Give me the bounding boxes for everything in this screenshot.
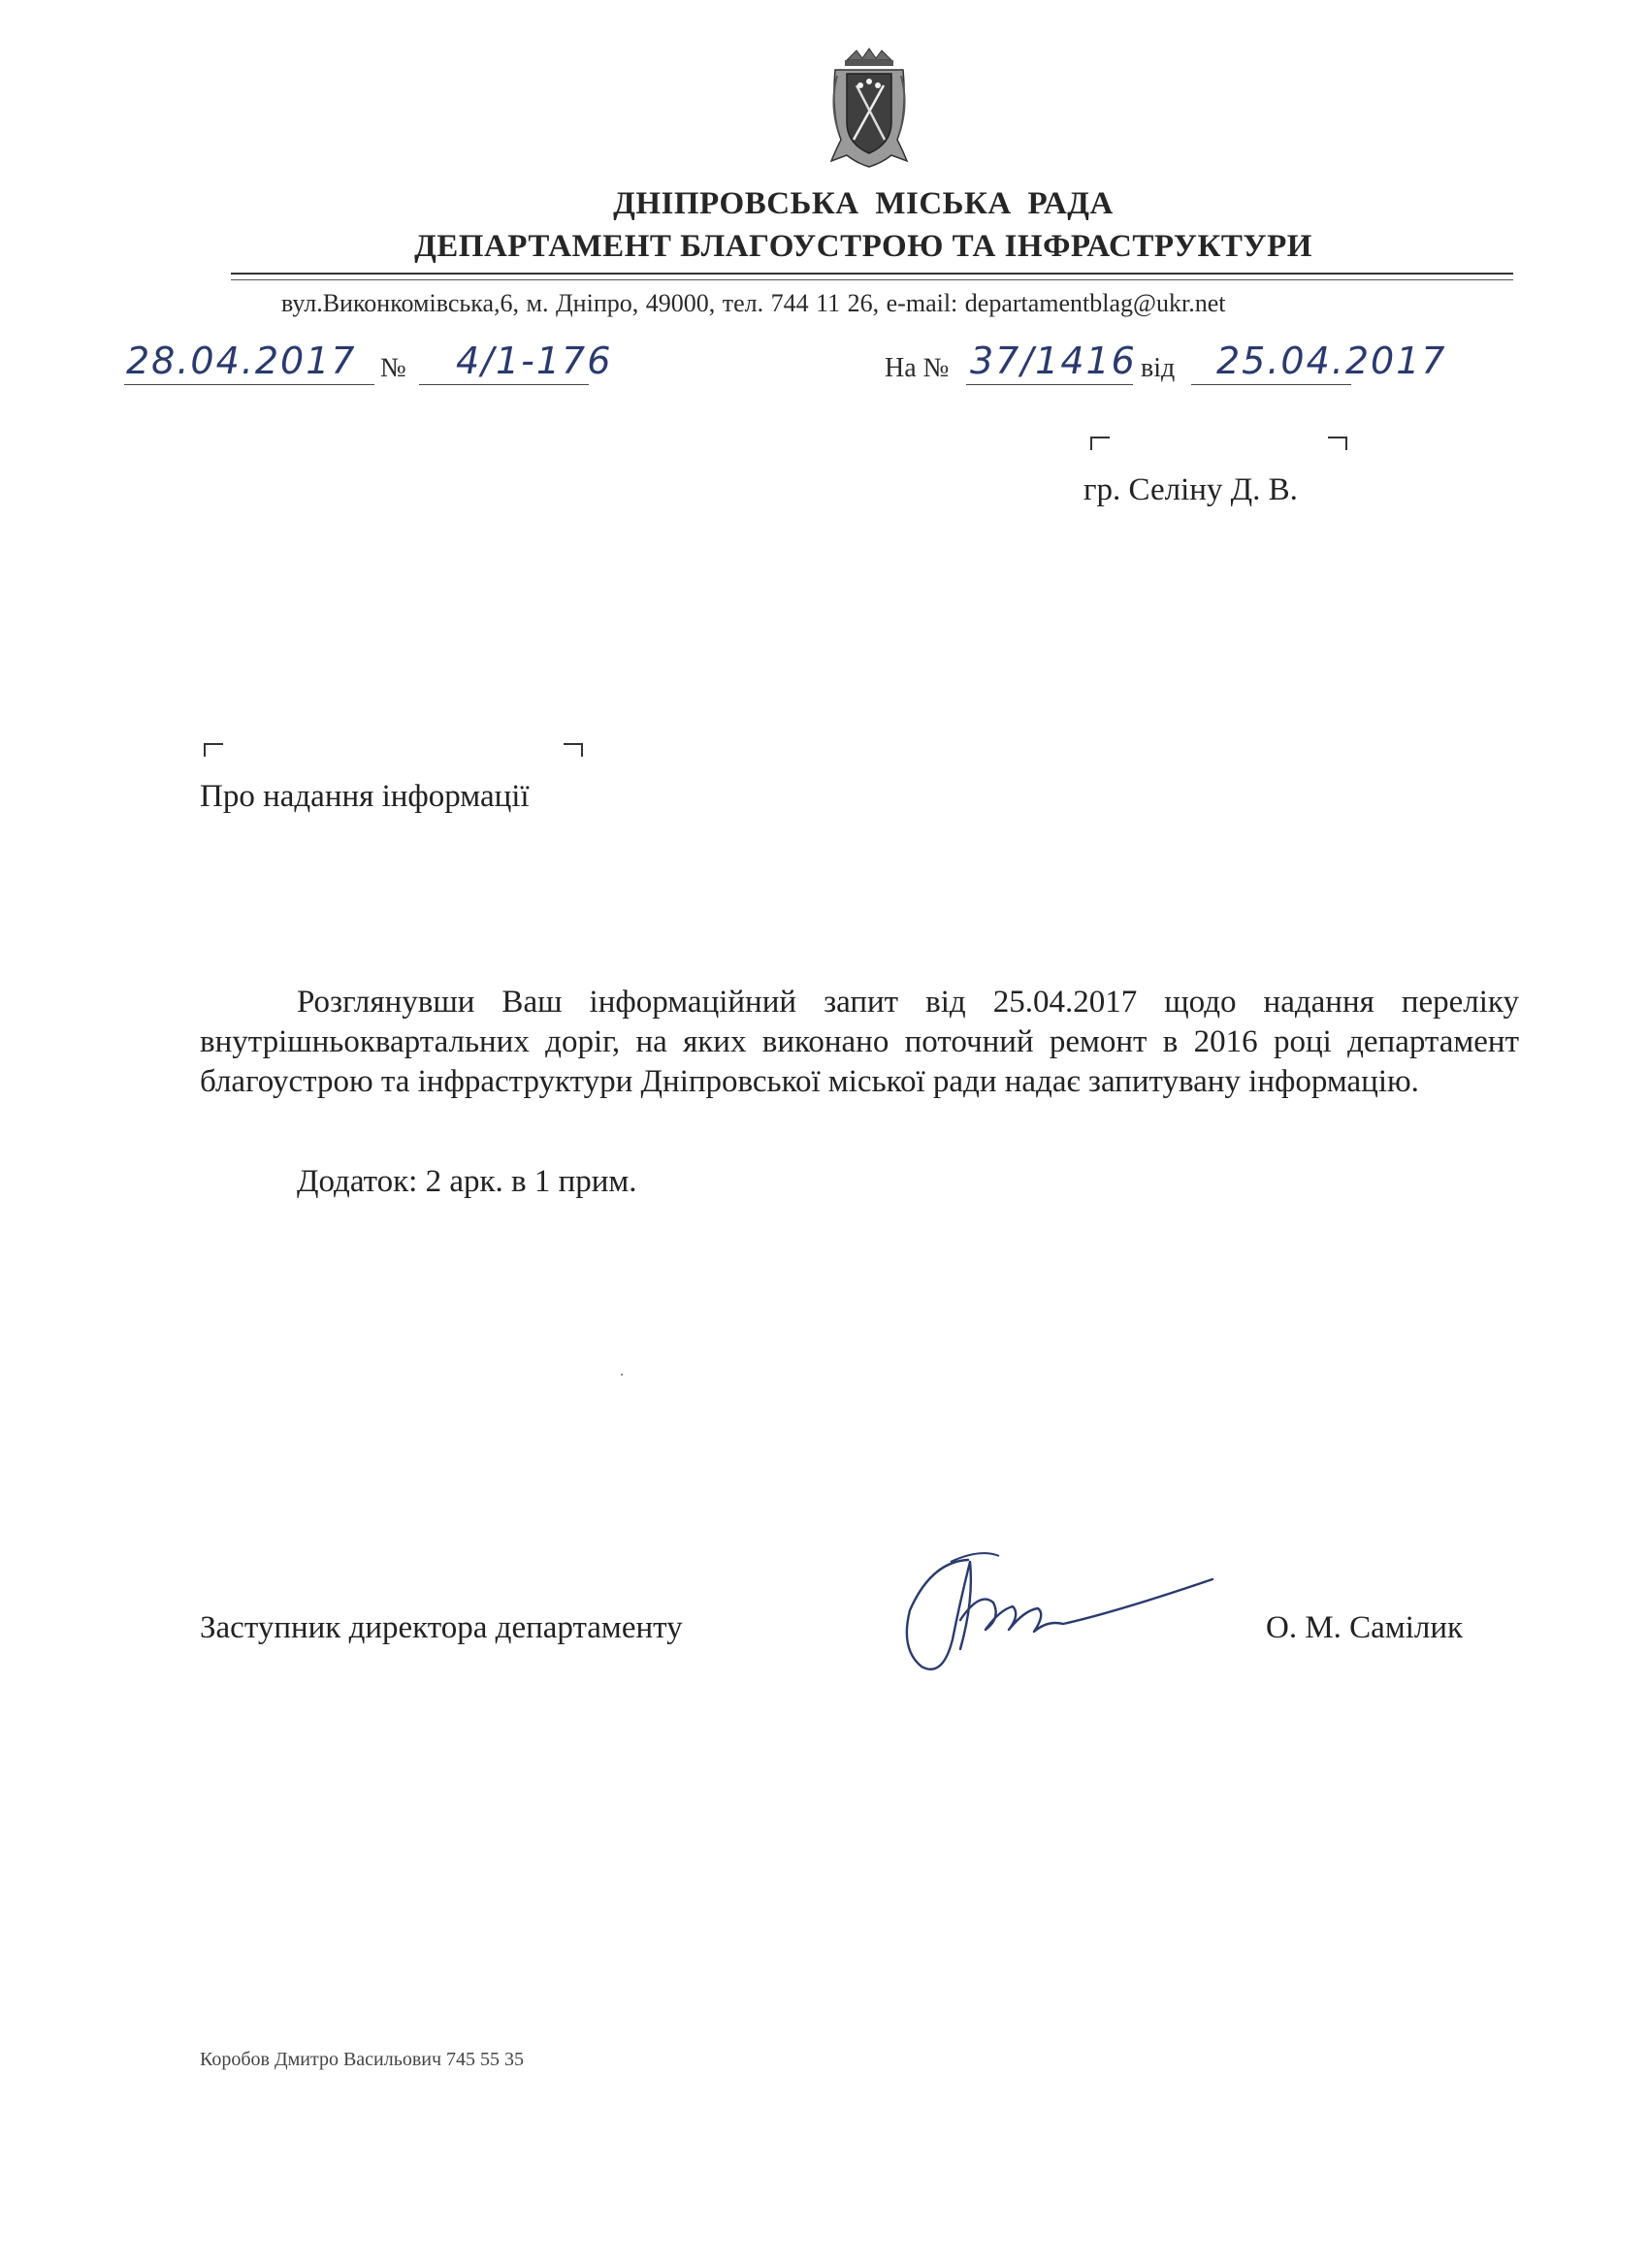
reply-number-label: На № bbox=[885, 353, 950, 383]
body-paragraph: Розглянувши Ваш інформаційний запит від 25.04.2017 щодо надання переліку внутрішньоквартальних доріг, на яких виконано поточний ремонт в 2016 році департамент благоустрою та інфраструктури Дніпровської міської ради надає запитувану інформацію. bbox=[200, 985, 1519, 1099]
subject-corner-right bbox=[564, 743, 583, 757]
reply-date-underline bbox=[1191, 384, 1351, 385]
department-name: ДЕПАРТАМЕНТ БЛАГОУСТРОЮ ТА ІНФРАСТРУКТУРИ bbox=[414, 229, 1312, 264]
org-name: ДНІПРОВСЬКА МІСЬКА РАДА bbox=[613, 186, 1114, 221]
header-divider-thin bbox=[231, 279, 1513, 280]
attachment-note: Додаток: 2 арк. в 1 прим. bbox=[297, 1164, 637, 1199]
executor-contact: Коробов Дмитро Васильович 745 55 35 bbox=[200, 2049, 525, 2070]
outgoing-date: 28.04.2017 bbox=[126, 340, 357, 382]
reply-date: 25.04.2017 bbox=[1216, 340, 1447, 382]
recipient: гр. Селіну Д. В. bbox=[1083, 472, 1298, 507]
reply-number-underline bbox=[966, 384, 1133, 385]
header-divider bbox=[231, 273, 1513, 275]
coat-of-arms-icon bbox=[827, 47, 911, 169]
number-label: № bbox=[380, 353, 406, 383]
signer-position: Заступник директора департаменту bbox=[200, 1610, 683, 1645]
reply-from-label: від bbox=[1141, 353, 1176, 383]
reply-number: 37/1416 bbox=[970, 340, 1137, 382]
org-address: вул.Виконкомівська,6, м. Дніпро, 49000, тел. 744 11 26, e-mail: departamentblag@ukr.net bbox=[281, 289, 1226, 317]
outgoing-number-underline bbox=[419, 384, 589, 385]
outgoing-date-underline bbox=[124, 384, 374, 385]
recipient-corner-right bbox=[1328, 437, 1347, 450]
subject: Про надання інформації bbox=[200, 779, 530, 814]
scan-speck bbox=[621, 1374, 623, 1376]
signer-name: О. М. Самілик bbox=[1266, 1610, 1464, 1645]
recipient-corner-left bbox=[1090, 437, 1110, 450]
handwritten-signature bbox=[892, 1542, 1222, 1698]
outgoing-number: 4/1-176 bbox=[456, 340, 613, 382]
subject-corner-left bbox=[204, 743, 223, 757]
